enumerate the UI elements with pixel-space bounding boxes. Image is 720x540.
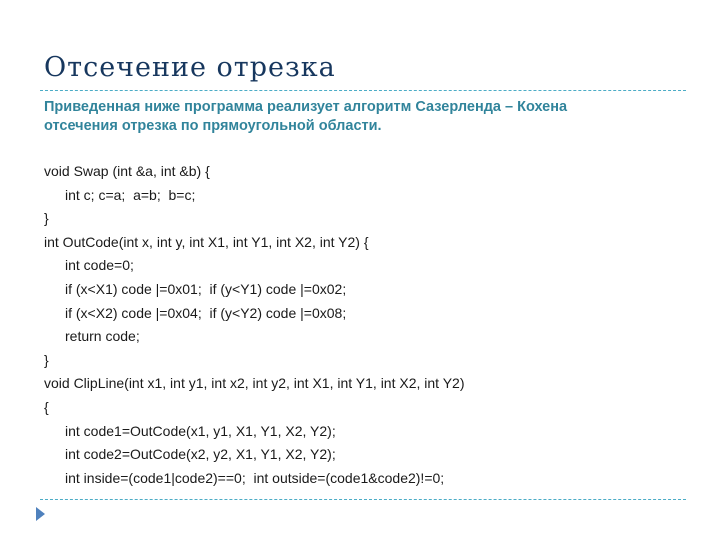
play-arrow-icon[interactable] — [36, 507, 45, 521]
code-line: } — [44, 210, 49, 227]
code-line: return code; — [65, 328, 140, 345]
intro-line: отсечения отрезка по прямоугольной области. — [44, 118, 382, 134]
footer-divider — [40, 499, 686, 500]
slide-title: Отсечение отрезка — [44, 52, 336, 83]
intro-line: Приведенная ниже программа реализует алгоритм Сазерленда – Кохена — [44, 99, 568, 115]
title-divider — [40, 90, 686, 91]
code-line: } — [44, 351, 49, 368]
code-line: int OutCode(int x, int y, int X1, int Y1, int X2, int Y2) { — [44, 233, 369, 250]
code-line: int code=0; — [65, 257, 134, 274]
code-line: if (x<X1) code |=0x01; if (y<Y1) code |=0x02; — [65, 280, 347, 297]
intro-paragraph — [44, 98, 684, 136]
code-line: int c; c=a; a=b; b=c; — [65, 186, 196, 203]
code-line: int code2=OutCode(x2, y2, X1, Y1, X2, Y2); — [65, 446, 336, 463]
code-line: void Swap (int &a, int &b) { — [44, 163, 210, 179]
code-listing — [44, 160, 464, 490]
code-line: int code1=OutCode(x1, y1, X1, Y1, X2, Y2); — [65, 422, 336, 439]
code-line: void ClipLine(int x1, int y1, int x2, int y2, int X1, int Y1, int X2, int Y2) — [44, 375, 465, 392]
code-line: if (x<X2) code |=0x04; if (y<Y2) code |=0x08; — [65, 304, 347, 321]
code-line: int inside=(code1|code2)==0; int outside=(code1&code2)!=0; — [65, 469, 445, 486]
code-line: { — [44, 398, 49, 415]
